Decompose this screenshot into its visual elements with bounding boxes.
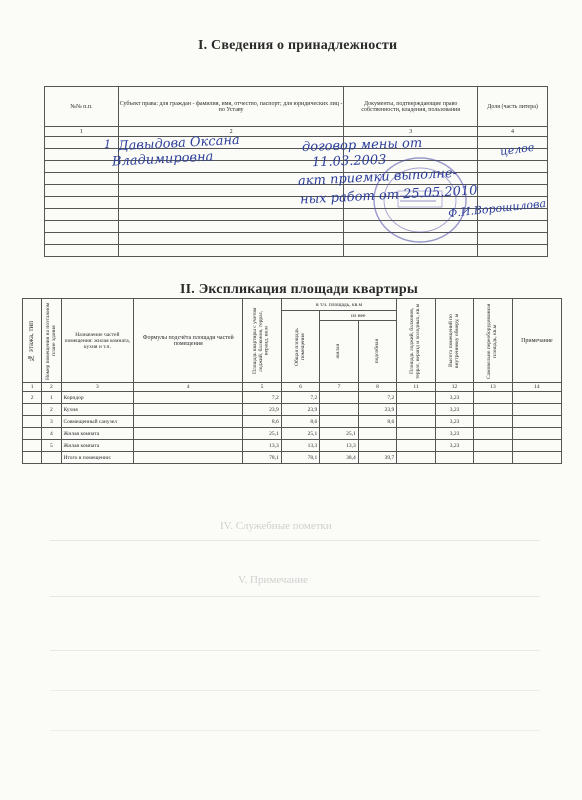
cell-total: 8,6 bbox=[243, 416, 282, 428]
header-note: Примечание bbox=[512, 299, 561, 383]
handwritten-document-date-2: ных работ от 25.05.2010 bbox=[299, 183, 478, 208]
header-subject: Субъект права: для граждан - фамилия, имя, отчество, паспорт; для юридических лиц - по Уставу bbox=[118, 87, 344, 127]
col-number: 1 bbox=[23, 383, 42, 392]
bleed-line bbox=[50, 596, 540, 597]
bleed-through-text: V. Примечание bbox=[238, 574, 308, 586]
header-group-area: в т.ч. площадь, кв.м bbox=[281, 299, 397, 311]
cell-room-name: Коридор bbox=[61, 392, 134, 404]
header-living: жилая bbox=[335, 344, 342, 359]
header-total-with-balcony: Площадь квартиры с учетом лоджий, балконов, террас, веранд, кв.м bbox=[252, 307, 270, 374]
cell-total: 7,2 bbox=[243, 392, 282, 404]
col-number: 2 bbox=[42, 383, 61, 392]
cell-room-no: 5 bbox=[42, 440, 61, 452]
cell-living: 38,4 bbox=[320, 452, 359, 464]
col-number: 3 bbox=[61, 383, 134, 392]
cell-height: 3,23 bbox=[435, 428, 474, 440]
cell-floor: 2 bbox=[23, 392, 42, 404]
cell-height: 3,23 bbox=[435, 440, 474, 452]
col-number: 6 bbox=[281, 383, 320, 392]
cell-room-no: 3 bbox=[42, 416, 61, 428]
cell-aux: 23,9 bbox=[358, 404, 397, 416]
cell-room-no: 4 bbox=[42, 428, 61, 440]
cell-room-name: Совмещенный санузел bbox=[61, 416, 134, 428]
cell-height: 3,23 bbox=[435, 404, 474, 416]
header-unauthorized: Самовольно переоборудованная площадь, кв.м bbox=[486, 302, 499, 379]
cell-total: 23,9 bbox=[243, 404, 282, 416]
col-number: 8 bbox=[358, 383, 397, 392]
header-share: Доля (часть литера) bbox=[478, 87, 548, 127]
cell-living bbox=[320, 392, 359, 404]
cell-living: 25,1 bbox=[320, 428, 359, 440]
col-number: 12 bbox=[435, 383, 474, 392]
handwritten-signature: Ф.И.Ворошилова bbox=[447, 196, 547, 221]
cell-aux bbox=[358, 428, 397, 440]
section-2-title: II. Экспликация площади квартиры bbox=[180, 282, 419, 297]
cell-height: 3,23 bbox=[435, 392, 474, 404]
header-floor: № этажа, тип bbox=[27, 320, 36, 362]
col-number: 5 bbox=[243, 383, 282, 392]
header-height: Высота помещений по внутреннему обмеру, м bbox=[447, 313, 460, 368]
header-num: №№ п.п. bbox=[45, 87, 119, 127]
handwritten-row-number: 1 bbox=[104, 138, 111, 151]
cell-total: 78,1 bbox=[243, 452, 282, 464]
header-of-which: из нее bbox=[320, 311, 397, 321]
cell-total: 25,1 bbox=[243, 428, 282, 440]
col-number: 4 bbox=[134, 383, 243, 392]
explication-table bbox=[22, 298, 562, 464]
cell-living: 13,3 bbox=[320, 440, 359, 452]
bleed-line bbox=[50, 730, 540, 731]
col-number: 2 bbox=[118, 127, 344, 137]
col-number: 1 bbox=[45, 127, 119, 137]
header-documents: Документы, подтверждающие право собственности, владения, пользования bbox=[344, 87, 478, 127]
table-row bbox=[23, 404, 562, 416]
cell-area: 25,1 bbox=[281, 428, 320, 440]
header-purpose: Назначение частей помещения: жилая комната, кухня и т.п. bbox=[61, 299, 134, 383]
cell-living bbox=[320, 416, 359, 428]
cell-total: 13,3 bbox=[243, 440, 282, 452]
handwritten-document-date-1: 11.03.2003 bbox=[311, 152, 387, 171]
col-number: 13 bbox=[474, 383, 513, 392]
table-row bbox=[23, 428, 562, 440]
bleed-line bbox=[50, 650, 540, 651]
cell-height: 3,23 bbox=[435, 416, 474, 428]
official-stamp bbox=[370, 155, 470, 245]
col-number: 11 bbox=[397, 383, 436, 392]
section-1-title: I. Сведения о принадлежности bbox=[198, 38, 398, 53]
cell-area: 23,9 bbox=[281, 404, 320, 416]
cell-living bbox=[320, 404, 359, 416]
col-number: 7 bbox=[320, 383, 359, 392]
cell-area: 78,1 bbox=[281, 452, 320, 464]
cell-total-label: Итого в помещении: bbox=[61, 452, 134, 464]
col-number: 14 bbox=[512, 383, 561, 392]
cell-aux: 39,7 bbox=[358, 452, 397, 464]
bleed-line bbox=[50, 540, 540, 541]
table-row-total bbox=[23, 452, 562, 464]
cell-room-name: Жилая комната bbox=[61, 440, 134, 452]
bleed-through-text: IV. Служебные пометки bbox=[220, 520, 332, 532]
handwritten-document-2: акт приемки выполне- bbox=[297, 165, 458, 190]
cell-area: 13,3 bbox=[281, 440, 320, 452]
cell-area: 7,2 bbox=[281, 392, 320, 404]
cell-aux: 8,6 bbox=[358, 416, 397, 428]
header-loggias: Площадь лоджий, балконов, террас, веранд и холодных, кв.м bbox=[409, 302, 422, 379]
header-auxiliary: подсобная bbox=[373, 339, 380, 364]
header-formulas: Формулы подсчёта площади частей помещения bbox=[134, 299, 243, 383]
cell-aux: 7,2 bbox=[358, 392, 397, 404]
table-row bbox=[23, 416, 562, 428]
handwritten-document-1: договор мены от bbox=[301, 135, 423, 156]
cell-room-no: 2 bbox=[42, 404, 61, 416]
col-number: 4 bbox=[478, 127, 548, 137]
cell-area: 8,6 bbox=[281, 416, 320, 428]
header-room-no: Номер помещения на поэтажном плане здания bbox=[44, 301, 57, 380]
table-row bbox=[23, 392, 562, 404]
table-row bbox=[23, 440, 562, 452]
cell-room-name: Кухня bbox=[61, 404, 134, 416]
cell-room-no: 1 bbox=[42, 392, 61, 404]
handwritten-share: целое bbox=[499, 140, 536, 159]
bleed-line bbox=[50, 690, 540, 691]
handwritten-owner-patronymic: Владимировна bbox=[111, 149, 214, 170]
cell-room-name: Жилая комната bbox=[61, 428, 134, 440]
header-total-area: Общая площадь помещения bbox=[293, 327, 306, 366]
handwritten-owner-name: Давыдова Оксана bbox=[117, 132, 241, 155]
ownership-table bbox=[44, 86, 548, 257]
cell-aux bbox=[358, 440, 397, 452]
col-number: 3 bbox=[344, 127, 478, 137]
